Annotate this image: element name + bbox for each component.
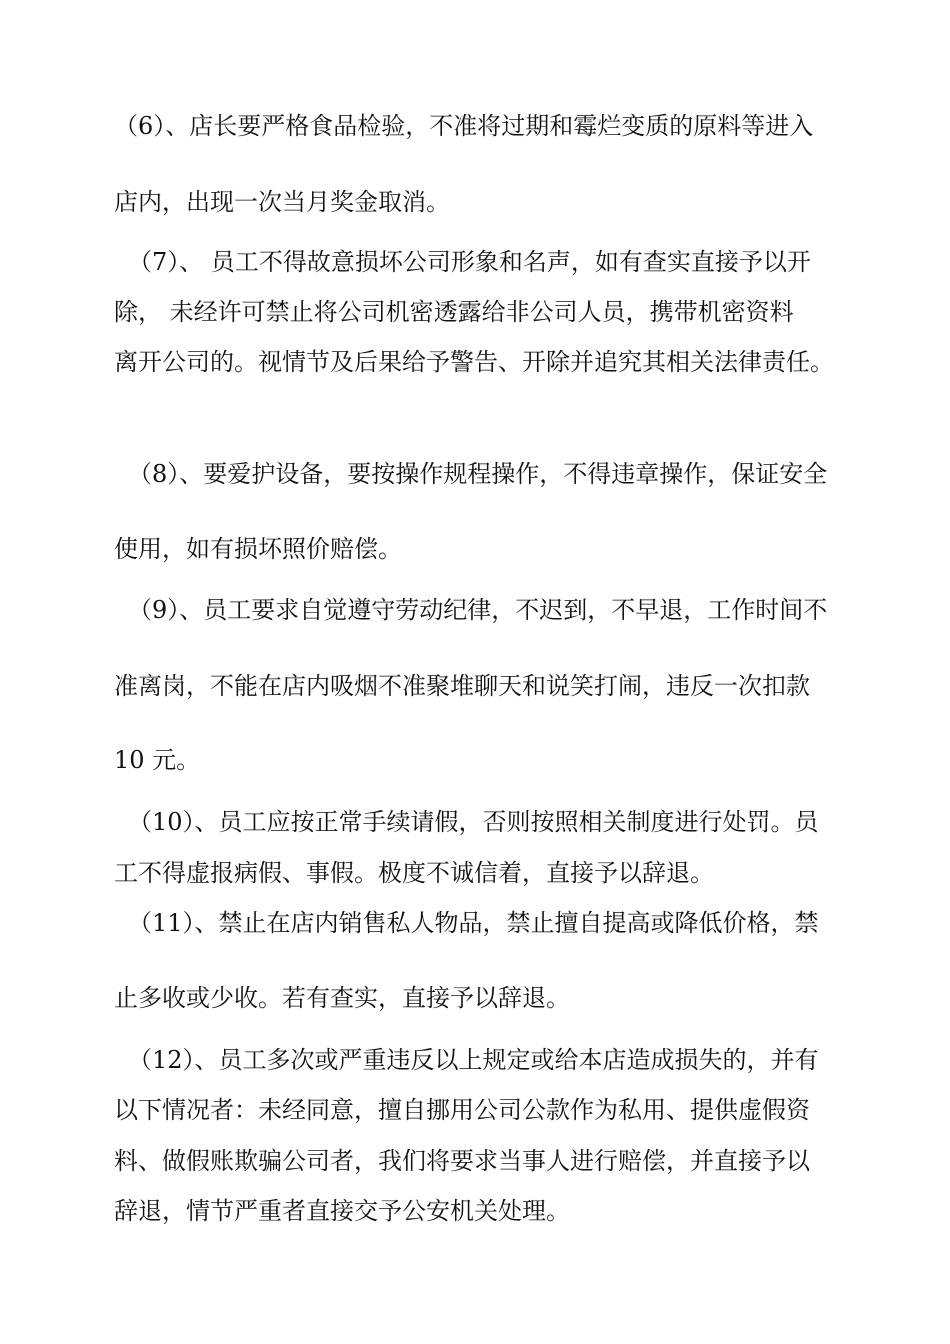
rule-7-line-2: 除， 未经许可禁止将公司机密透露给非公司人员，携带机密资料 bbox=[114, 298, 794, 326]
rule-9-line-2: 准离岗，不能在店内吸烟不准聚堆聊天和说笑打闹，违反一次扣款 bbox=[114, 672, 810, 700]
rule-12-line-3: 料、做假账欺骗公司者，我们将要求当事人进行赔偿，并直接予以 bbox=[114, 1147, 810, 1175]
rule-10-line-2: 工不得虚报病假、事假。极度不诚信着，直接予以辞退。 bbox=[114, 859, 714, 887]
rule-8-line-2: 使用，如有损坏照价赔偿。 bbox=[114, 535, 402, 563]
rule-11-line-1: （11）、禁止在店内销售私人物品，禁止擅自提高或降低价格，禁 bbox=[128, 909, 819, 937]
rule-6-line-1: （6）、店长要严格食品检验，不准将过期和霉烂变质的原料等进入 bbox=[114, 112, 814, 140]
rule-6-line-2: 店内，出现一次当月奖金取消。 bbox=[114, 188, 450, 216]
rule-11-line-2: 止多收或少收。若有查实，直接予以辞退。 bbox=[114, 984, 570, 1012]
rule-10-line-1: （10）、员工应按正常手续请假，否则按照相关制度进行处罚。员 bbox=[128, 808, 819, 836]
rule-7-line-1: （7）、 员工不得故意损坏公司形象和名声，如有查实直接予以开 bbox=[128, 248, 811, 276]
rule-12-line-4: 辞退，情节严重者直接交予公安机关处理。 bbox=[114, 1197, 570, 1225]
rule-8-line-1: （8）、要爱护设备，要按操作规程操作，不得违章操作，保证安全 bbox=[128, 460, 828, 488]
rule-7-line-3: 离开公司的。视情节及后果给予警告、开除并追究其相关法律责任。 bbox=[114, 348, 834, 376]
rule-12-line-2: 以下情况者：未经同意，擅自挪用公司公款作为私用、提供虚假资 bbox=[114, 1096, 810, 1124]
rule-9-line-1: （9）、员工要求自觉遵守劳动纪律，不迟到，不早退，工作时间不 bbox=[128, 596, 828, 624]
rule-12-line-1: （12）、员工多次或严重违反以上规定或给本店造成损失的，并有 bbox=[128, 1046, 819, 1074]
rule-9-line-3: 10 元。 bbox=[114, 746, 201, 774]
